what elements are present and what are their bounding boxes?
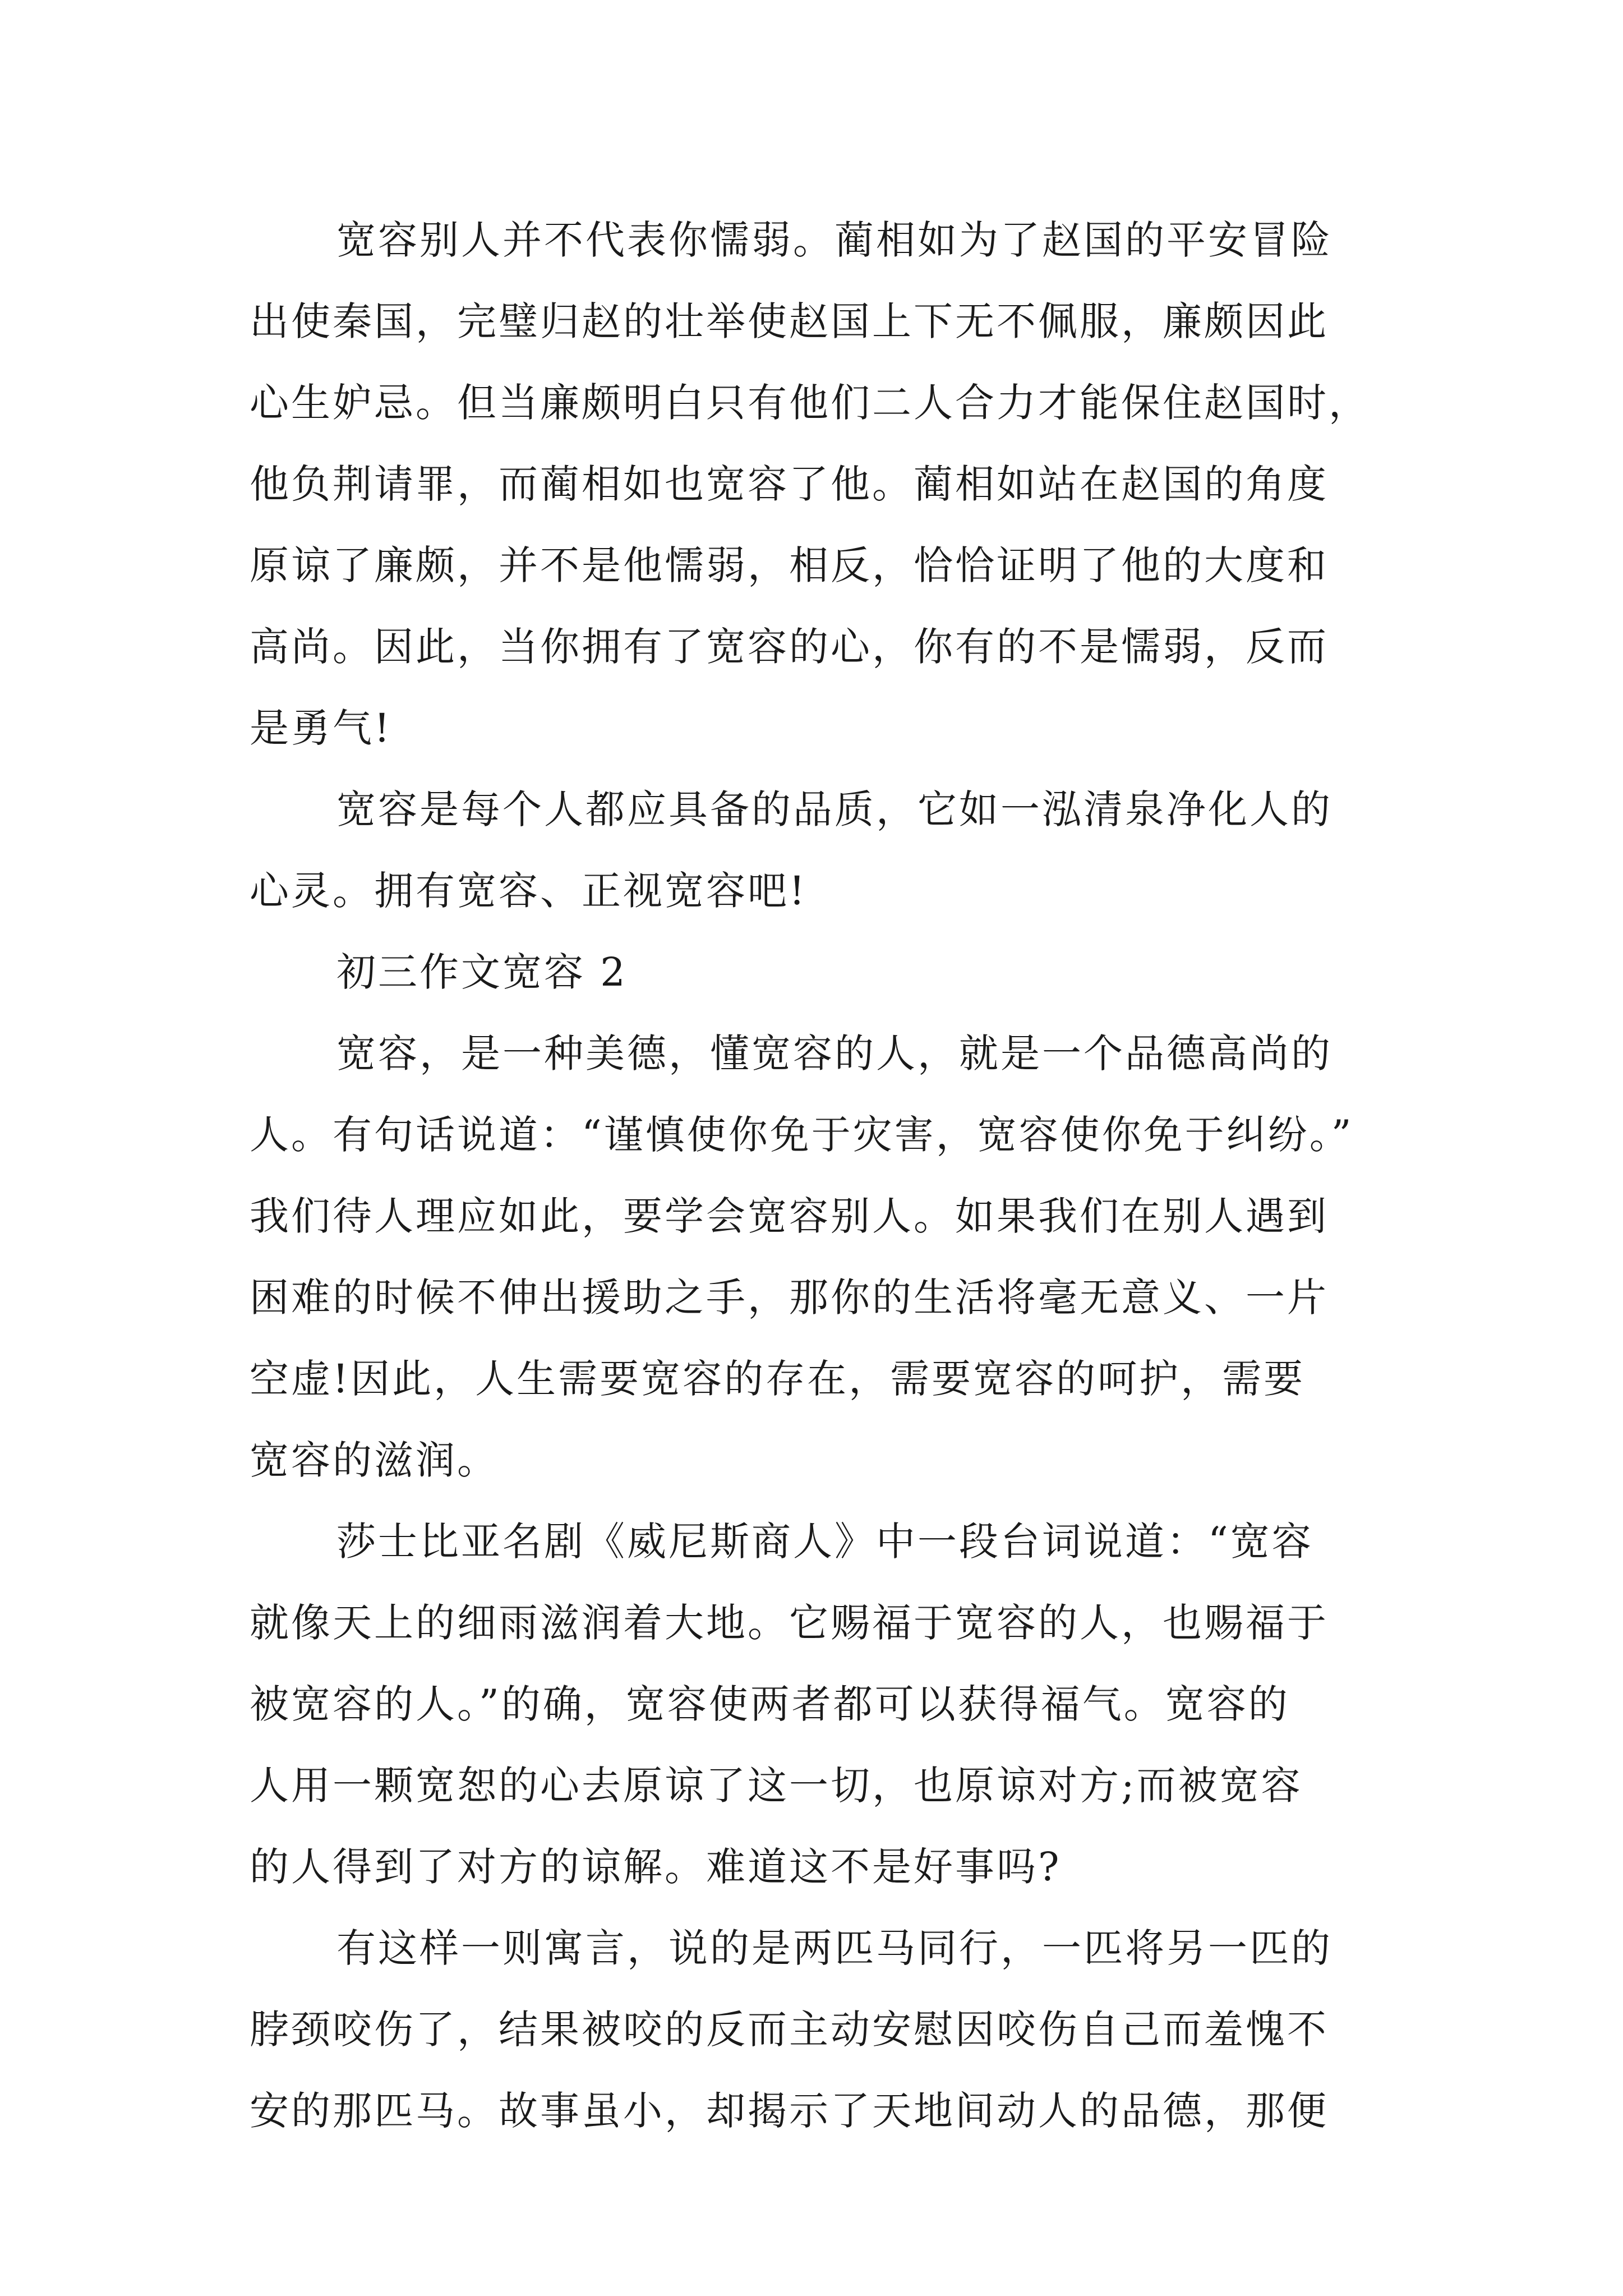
paragraph-line: 的人得到了对方的谅解。难道这不是好事吗? <box>250 1844 1062 1890</box>
paragraph-line: 是勇气! <box>250 705 393 751</box>
section-heading: 初三作文宽容 2 <box>336 949 628 995</box>
paragraph-line: 心生妒忌。但当廉颇明白只有他们二人合力才能保住赵国时， <box>250 380 1370 426</box>
paragraph-line: 困难的时候不伸出援助之手，那你的生活将毫无意义、一片 <box>250 1274 1329 1320</box>
paragraph-line: 就像天上的细雨滋润着大地。它赐福于宽容的人，也赐福于 <box>250 1600 1329 1646</box>
paragraph-line: 莎士比亚名剧《威尼斯商人》中一段台词说道：“宽容 <box>336 1519 1313 1565</box>
paragraph-line: 宽容是每个人都应具备的品质，它如一泓清泉净化人的 <box>336 786 1332 832</box>
paragraph-line: 出使秦国，完璧归赵的壮举使赵国上下无不佩服，廉颇因此 <box>250 298 1329 344</box>
paragraph-line: 人用一颗宽恕的心去原谅了这一切，也原谅对方;而被宽容 <box>250 1763 1303 1809</box>
paragraph-line: 有这样一则寓言，说的是两匹马同行，一匹将另一匹的 <box>336 1925 1332 1971</box>
paragraph-line: 我们待人理应如此，要学会宽容别人。如果我们在别人遇到 <box>250 1193 1329 1239</box>
paragraph-line: 高尚。因此，当你拥有了宽容的心，你有的不是懦弱，反而 <box>250 624 1329 670</box>
paragraph-line: 空虚!因此，人生需要宽容的存在，需要宽容的呵护，需要 <box>250 1356 1306 1402</box>
paragraph-line: 他负荆请罪，而蔺相如也宽容了他。蔺相如站在赵国的角度 <box>250 461 1329 507</box>
paragraph-line: 宽容的滋润。 <box>250 1437 499 1483</box>
paragraph-line: 原谅了廉颇，并不是他懦弱，相反，恰恰证明了他的大度和 <box>250 542 1329 588</box>
paragraph-line: 被宽容的人。”的确，宽容使两者都可以获得福气。宽容的 <box>250 1681 1290 1727</box>
paragraph-line: 脖颈咬伤了，结果被咬的反而主动安慰因咬伤自己而羞愧不 <box>250 2007 1329 2053</box>
paragraph-line: 宽容，是一种美德，懂宽容的人，就是一个品德高尚的 <box>336 1030 1332 1076</box>
paragraph-line: 宽容别人并不代表你懦弱。蔺相如为了赵国的平安冒险 <box>336 217 1332 263</box>
paragraph-line: 安的那匹马。故事虽小，却揭示了天地间动人的品德，那便 <box>250 2088 1329 2134</box>
paragraph-line: 人。有句话说道：“谨慎使你免于灾害，宽容使你免于纠纷。” <box>250 1112 1354 1158</box>
paragraph-line: 心灵。拥有宽容、正视宽容吧! <box>250 868 808 914</box>
